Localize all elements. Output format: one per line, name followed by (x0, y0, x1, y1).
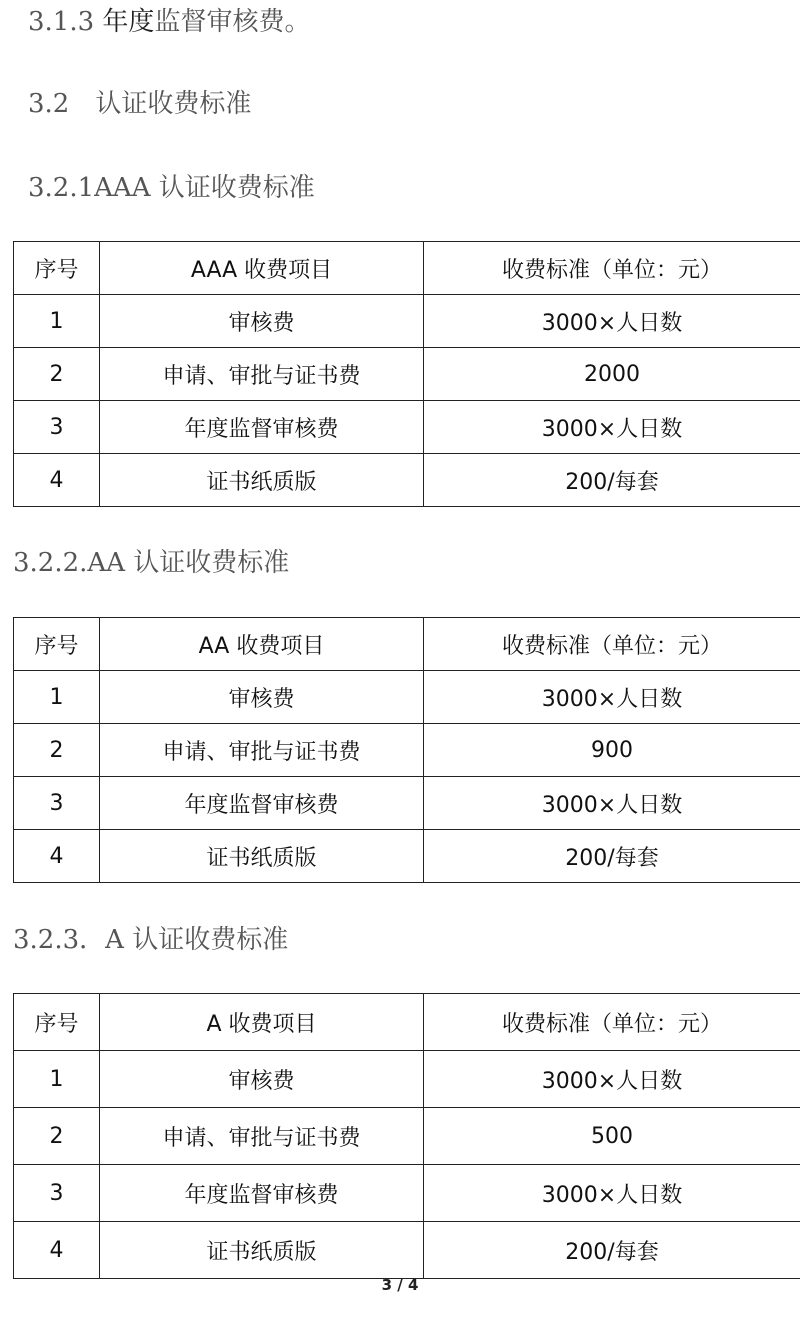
table-row (14, 454, 800, 507)
cell-standard: 3000×人日数 (424, 1165, 800, 1222)
cell-standard: 3000×人日数 (424, 671, 800, 724)
col-header-standard: 收费标准（单位：元） (424, 994, 800, 1051)
table-header-row (14, 618, 800, 671)
cell-item: 年度监督审核费 (100, 401, 424, 454)
table-row (14, 1051, 800, 1108)
cell-index: 4 (14, 1222, 100, 1279)
col-header-standard: 收费标准（单位：元） (424, 618, 800, 671)
col-header-item: A 收费项目 (100, 994, 424, 1051)
cell-index: 3 (14, 1165, 100, 1222)
table-row (14, 671, 800, 724)
table-heading-aaa: 3.2.1AAA 认证收费标准 (28, 173, 315, 203)
cell-standard: 200/每套 (424, 1222, 800, 1279)
cell-standard: 3000×人日数 (424, 295, 800, 348)
col-header-standard: 收费标准（单位：元） (424, 242, 800, 295)
cell-index: 2 (14, 724, 100, 777)
cell-item: 审核费 (100, 1051, 424, 1108)
cell-item: 申请、审批与证书费 (100, 724, 424, 777)
table-row (14, 1108, 800, 1165)
table-row (14, 830, 800, 883)
table-row (14, 1165, 800, 1222)
cell-standard: 500 (424, 1108, 800, 1165)
page-number: 3 / 4 (381, 1276, 419, 1294)
heading-3-1-3 (28, 2, 310, 42)
cell-index: 4 (14, 454, 100, 507)
fee-table-a (13, 993, 800, 1279)
cell-item: 年度监督审核费 (100, 1165, 424, 1222)
cell-index: 1 (14, 671, 100, 724)
table-row (14, 777, 800, 830)
cell-standard: 200/每套 (424, 830, 800, 883)
heading-title-rest: 监督审核费。 (154, 7, 311, 37)
heading-number: 3.1.3 (28, 7, 95, 37)
table-row (14, 401, 800, 454)
cell-standard: 200/每套 (424, 454, 800, 507)
table-header-row (14, 242, 800, 295)
heading-title-dark: 年度 (102, 7, 155, 37)
cell-index: 1 (14, 1051, 100, 1108)
cell-index: 2 (14, 348, 100, 401)
table-row (14, 348, 800, 401)
cell-standard: 3000×人日数 (424, 1051, 800, 1108)
cell-item: 证书纸质版 (100, 830, 424, 883)
section-heading-3-2: 3.2 认证收费标准 (28, 89, 252, 119)
cell-index: 3 (14, 401, 100, 454)
cell-index: 4 (14, 830, 100, 883)
table-heading-a: 3.2.3．A 认证收费标准 (13, 925, 289, 955)
table-header-row (14, 994, 800, 1051)
fee-table-aaa (13, 241, 800, 507)
col-header-index: 序号 (14, 994, 100, 1051)
cell-standard: 3000×人日数 (424, 401, 800, 454)
col-header-index: 序号 (14, 242, 100, 295)
cell-standard: 3000×人日数 (424, 777, 800, 830)
table-row (14, 295, 800, 348)
cell-item: 证书纸质版 (100, 454, 424, 507)
cell-index: 2 (14, 1108, 100, 1165)
cell-item: 申请、审批与证书费 (100, 348, 424, 401)
cell-item: 证书纸质版 (100, 1222, 424, 1279)
cell-standard: 900 (424, 724, 800, 777)
cell-index: 1 (14, 295, 100, 348)
col-header-index: 序号 (14, 618, 100, 671)
cell-item: 年度监督审核费 (100, 777, 424, 830)
cell-item: 申请、审批与证书费 (100, 1108, 424, 1165)
cell-standard: 2000 (424, 348, 800, 401)
cell-item: 审核费 (100, 295, 424, 348)
fee-table-aa (13, 617, 800, 883)
table-row (14, 724, 800, 777)
col-header-item: AA 收费项目 (100, 618, 424, 671)
cell-index: 3 (14, 777, 100, 830)
table-row (14, 1222, 800, 1279)
cell-item: 审核费 (100, 671, 424, 724)
table-heading-aa: 3.2.2.AA 认证收费标准 (13, 548, 290, 578)
col-header-item: AAA 收费项目 (100, 242, 424, 295)
